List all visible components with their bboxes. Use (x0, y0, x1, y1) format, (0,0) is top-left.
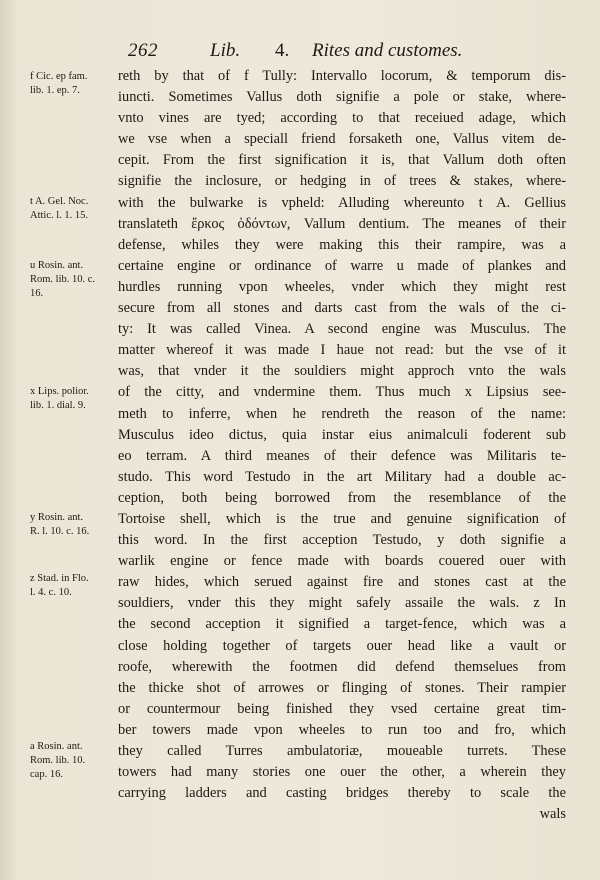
running-header (0, 40, 600, 64)
text-line: meth to inferre, when he rendreth the reason of the name: (118, 405, 566, 422)
text-line: hurdles running vpon wheeles, vnder which they might rest (118, 278, 566, 295)
header-book-number: 4. (275, 40, 290, 61)
text-line: this word. In the first acception Testudo, y doth signifie a (118, 532, 566, 549)
body-text (118, 66, 566, 825)
text-line: ber towers made vpon wheeles to run too and fro, which (118, 721, 566, 738)
margin-note (30, 572, 120, 600)
margin-note-line: x Lips. polior. (30, 386, 89, 397)
margin-note (30, 385, 120, 413)
text-line: souldiers, vnder this they might safely assaile the wals. z In (118, 595, 566, 612)
text-line: vnto vines are tyed; according to that receiued adage, which (118, 110, 566, 127)
text-line: roofe, wherewith the footmen did defend themselues from (118, 658, 566, 675)
margin-note-line: t A. Gel. Noc. (30, 196, 89, 207)
text-line: warlik engine or fence made with boards couered ouer with (118, 553, 566, 570)
text-line: defense, whiles they were making this their rampire, was a (118, 236, 566, 253)
margin-note-line: cap. 16. (30, 769, 63, 780)
text-line: the second acception it signified a target-fence, which was a (118, 616, 566, 633)
text-line: reth by that of f Tully: Intervallo locorum, & temporum dis- (118, 68, 566, 84)
margin-note-line: Rom. lib. 10. (30, 755, 86, 766)
catchword: wals (539, 806, 566, 823)
text-line: matter whereof it was made I haue not read: but the vse of it (118, 342, 566, 359)
text-line: certaine engine or ordinance of warre u made of plankes and (118, 257, 566, 274)
margin-note (30, 259, 120, 301)
text-line: with the bulwarke is vpheld: Alluding whereunto t A. Gellius (118, 194, 566, 211)
margin-note-line: u Rosin. ant. (30, 260, 84, 271)
margin-note-line: f Cic. ep fam. (30, 71, 88, 82)
running-title: Rites and customes. (312, 40, 463, 61)
margin-note-line: lib. 1. dial. 9. (30, 400, 86, 411)
margin-note-line: a Rosin. ant. (30, 741, 83, 752)
text-line: eo terram. A third meanes of their defence was Militaris te- (118, 447, 566, 464)
text-line: Tortoise shell, which is the true and genuine signification of (118, 510, 566, 527)
header-lib: Lib. (210, 40, 241, 61)
page-number: 262 (128, 40, 158, 61)
text-line: translateth ἕρκος ὀδόντων, Vallum dentium. The meanes of their (118, 215, 566, 232)
text-line: was, that vnder it the souldiers might approch vnto the wals (118, 363, 566, 380)
margin-note (30, 195, 120, 223)
text-line: raw hides, which serued against fire and stones cast at the (118, 574, 566, 591)
margin-note (30, 511, 120, 539)
text-line: ception, both being borrowed from the resemblance of the (118, 489, 566, 506)
margin-note-line: z Stad. in Flo. (30, 573, 89, 584)
text-line: signifie the inclosure, or hedging in of trees & stakes, where- (118, 173, 566, 190)
text-line: carrying ladders and casting bridges thereby to scale the (118, 785, 566, 802)
text-line: studo. This word Testudo in the art Military had a double ac- (118, 468, 566, 485)
margin-note (30, 740, 120, 782)
margin-note-line: Rom. lib. 10. c. (30, 274, 96, 285)
text-line: we vse when a speciall friend forsaketh one, Vallus vitem de- (118, 131, 566, 148)
text-line: of the citty, and vndermine them. Thus much x Lipsius see- (118, 384, 566, 401)
margin-note-line: R. l. 10. c. 16. (30, 526, 90, 537)
text-line: cepit. From the first signification it is, that Vallum doth often (118, 152, 566, 169)
margin-note-line: y Rosin. ant. (30, 512, 84, 523)
text-line: ty: It was called Vinea. A second engine was Musculus. The (118, 321, 566, 338)
text-line: close holding together of targets ouer head like a vault or (118, 637, 566, 654)
margin-note-line: Attic. l. 1. 15. (30, 210, 89, 221)
text-line: they called Turres ambulatoriæ, moueable turrets. These (118, 743, 566, 759)
text-line: iuncti. Sometimes Vallus doth signifie a pole or stake, where- (118, 89, 566, 106)
text-line: or countermour being finished they vsed certaine great tim- (118, 700, 566, 717)
text-line: Musculus ideo dictus, quia instar eius animalculi foderent sub (118, 426, 566, 443)
text-line: secure from all stones and darts cast from the wals of the ci- (118, 300, 566, 317)
text-line: the thicke shot of arrowes or flinging of stones. Their rampier (118, 679, 566, 696)
margin-note-line: lib. 1. ep. 7. (30, 85, 80, 96)
margin-note (30, 70, 120, 98)
margin-note-line: 16. (30, 288, 44, 299)
margin-note-line: l. 4. c. 10. (30, 587, 72, 598)
text-line: towers had many stories one ouer the other, a wherein they (118, 764, 566, 781)
